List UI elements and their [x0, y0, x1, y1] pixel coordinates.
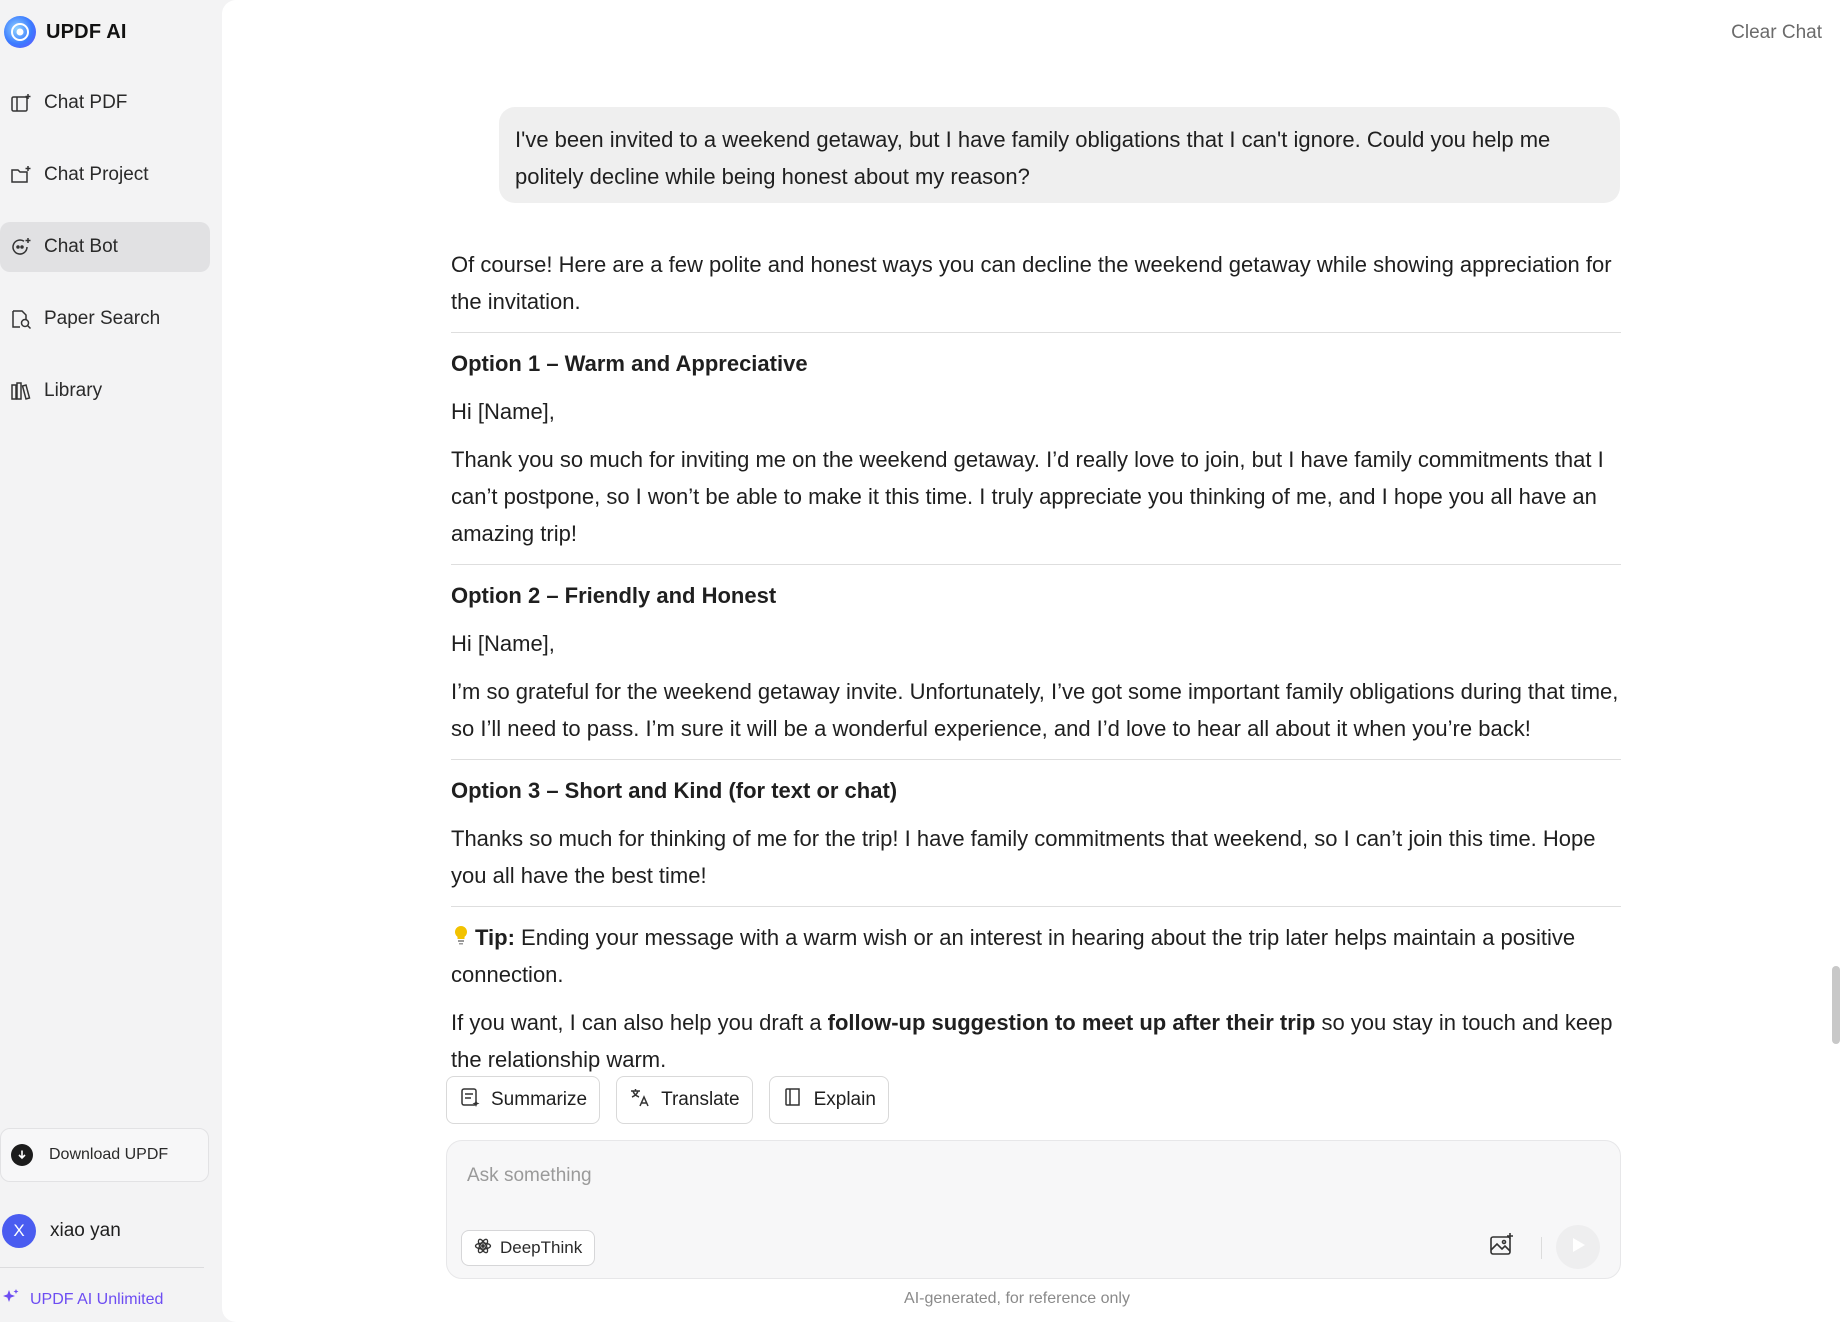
option-title: Option 2 – Friendly and Honest [451, 583, 777, 608]
download-updf-button[interactable] [0, 1128, 209, 1182]
sidebar-item-chat-bot[interactable] [0, 222, 210, 272]
quick-actions [446, 1076, 889, 1124]
explain-button[interactable] [769, 1076, 889, 1124]
scrollbar-thumb[interactable] [1832, 966, 1840, 1044]
sidebar-divider [0, 1267, 204, 1268]
summarize-button[interactable] [446, 1076, 600, 1124]
sidebar-nav [0, 78, 210, 438]
sidebar-item-label: Paper Search [44, 308, 161, 329]
followup-paragraph [451, 1004, 1621, 1078]
atom-icon [474, 1237, 492, 1260]
chat-project-icon [10, 164, 32, 186]
tip-label: Tip: [475, 925, 515, 950]
updf-ai-logo-icon [4, 16, 36, 48]
explain-label: Explain [813, 1089, 876, 1110]
translate-icon [629, 1086, 651, 1114]
sidebar-item-chat-project[interactable] [0, 150, 210, 200]
image-upload-button[interactable] [1488, 1233, 1516, 1261]
translate-label: Translate [661, 1089, 740, 1110]
divider [451, 759, 1621, 760]
send-icon [1568, 1235, 1588, 1260]
sidebar-item-paper-search[interactable] [0, 294, 210, 344]
download-label: Download UPDF [49, 1146, 169, 1163]
explain-icon [782, 1086, 804, 1114]
user-name: xiao yan [50, 1220, 121, 1241]
chat-pdf-icon [10, 92, 32, 114]
unlimited-label: UPDF AI Unlimited [30, 1290, 164, 1308]
download-icon [11, 1144, 33, 1166]
chat-panel [222, 0, 1842, 1322]
followup-prefix: If you want, I can also help you draft a [451, 1010, 828, 1035]
divider [1541, 1237, 1542, 1259]
sidebar-item-label: Library [44, 380, 103, 401]
followup-suffix: so you stay in touch and keep the relationship warm. [451, 1010, 1613, 1072]
tip-paragraph [451, 919, 1621, 993]
tip-text: Ending your message with a warm wish or an interest in hearing about the trip later helps maintain a positive connection. [451, 925, 1576, 987]
ask-input[interactable] [467, 1161, 1567, 1191]
sidebar [0, 0, 222, 1322]
divider [451, 332, 1621, 333]
clear-chat-button[interactable]: Clear Chat [1731, 22, 1822, 43]
deepthink-toggle[interactable] [461, 1230, 595, 1266]
user-message-bubble: I've been invited to a weekend getaway, but I have family obligations that I can't ignore. Could you help me politely decline while being honest about my reason? [499, 107, 1620, 203]
lightbulb-icon [451, 919, 471, 956]
composer [446, 1140, 1621, 1279]
option-greeting: Hi [Name], [451, 399, 555, 424]
image-add-icon [1489, 1232, 1515, 1263]
brand-name: UPDF AI [46, 20, 127, 43]
sidebar-item-chat-pdf[interactable] [0, 78, 210, 128]
updf-ai-unlimited-link[interactable] [2, 1288, 163, 1311]
sidebar-item-label: Chat Project [44, 164, 149, 185]
brand[interactable] [4, 16, 127, 48]
divider [451, 906, 1621, 907]
followup-bold: follow-up suggestion to meet up after their trip [827, 1010, 1316, 1035]
sidebar-item-label: Chat Bot [44, 236, 118, 257]
ai-disclaimer: AI-generated, for reference only [904, 1290, 1130, 1307]
send-button[interactable] [1556, 1225, 1600, 1269]
translate-button[interactable] [616, 1076, 753, 1124]
summarize-icon [459, 1086, 481, 1114]
sparkle-icon [2, 1288, 20, 1311]
library-icon [10, 380, 32, 402]
response-intro: Of course! Here are a few polite and honest ways you can decline the weekend getaway while showing appreciation for the invitation. [451, 252, 1612, 314]
option-body: Thank you so much for inviting me on the weekend getaway. I’d really love to join, but I have family commitments that I can’t postpone, so I won’t be able to make it this time. I truly appreciate you thinking of me, and I hope you all have an amazing trip! [451, 447, 1604, 546]
user-profile[interactable] [0, 1214, 121, 1248]
option-body: Thanks so much for thinking of me for the trip! I have family commitments that weekend, so I can’t join this time. Hope you all have the best time! [451, 826, 1596, 888]
sidebar-item-label: Chat PDF [44, 92, 128, 113]
option-body: I’m so grateful for the weekend getaway invite. Unfortunately, I’ve got some important family obligations during that time, so I’ll need to pass. I’m sure it will be a wonderful experience, and I’d love to hear all about it when you’re back! [451, 679, 1619, 741]
option-title: Option 3 – Short and Kind (for text or chat) [451, 778, 898, 803]
deepthink-label: DeepThink [500, 1238, 583, 1257]
option-title: Option 1 – Warm and Appreciative [451, 351, 808, 376]
option-greeting: Hi [Name], [451, 631, 555, 656]
chat-bot-icon [10, 236, 32, 258]
avatar: X [2, 1214, 36, 1248]
divider [451, 564, 1621, 565]
paper-search-icon [10, 308, 32, 330]
summarize-label: Summarize [491, 1089, 588, 1110]
assistant-response [451, 246, 1621, 1072]
sidebar-item-library[interactable] [0, 366, 210, 416]
